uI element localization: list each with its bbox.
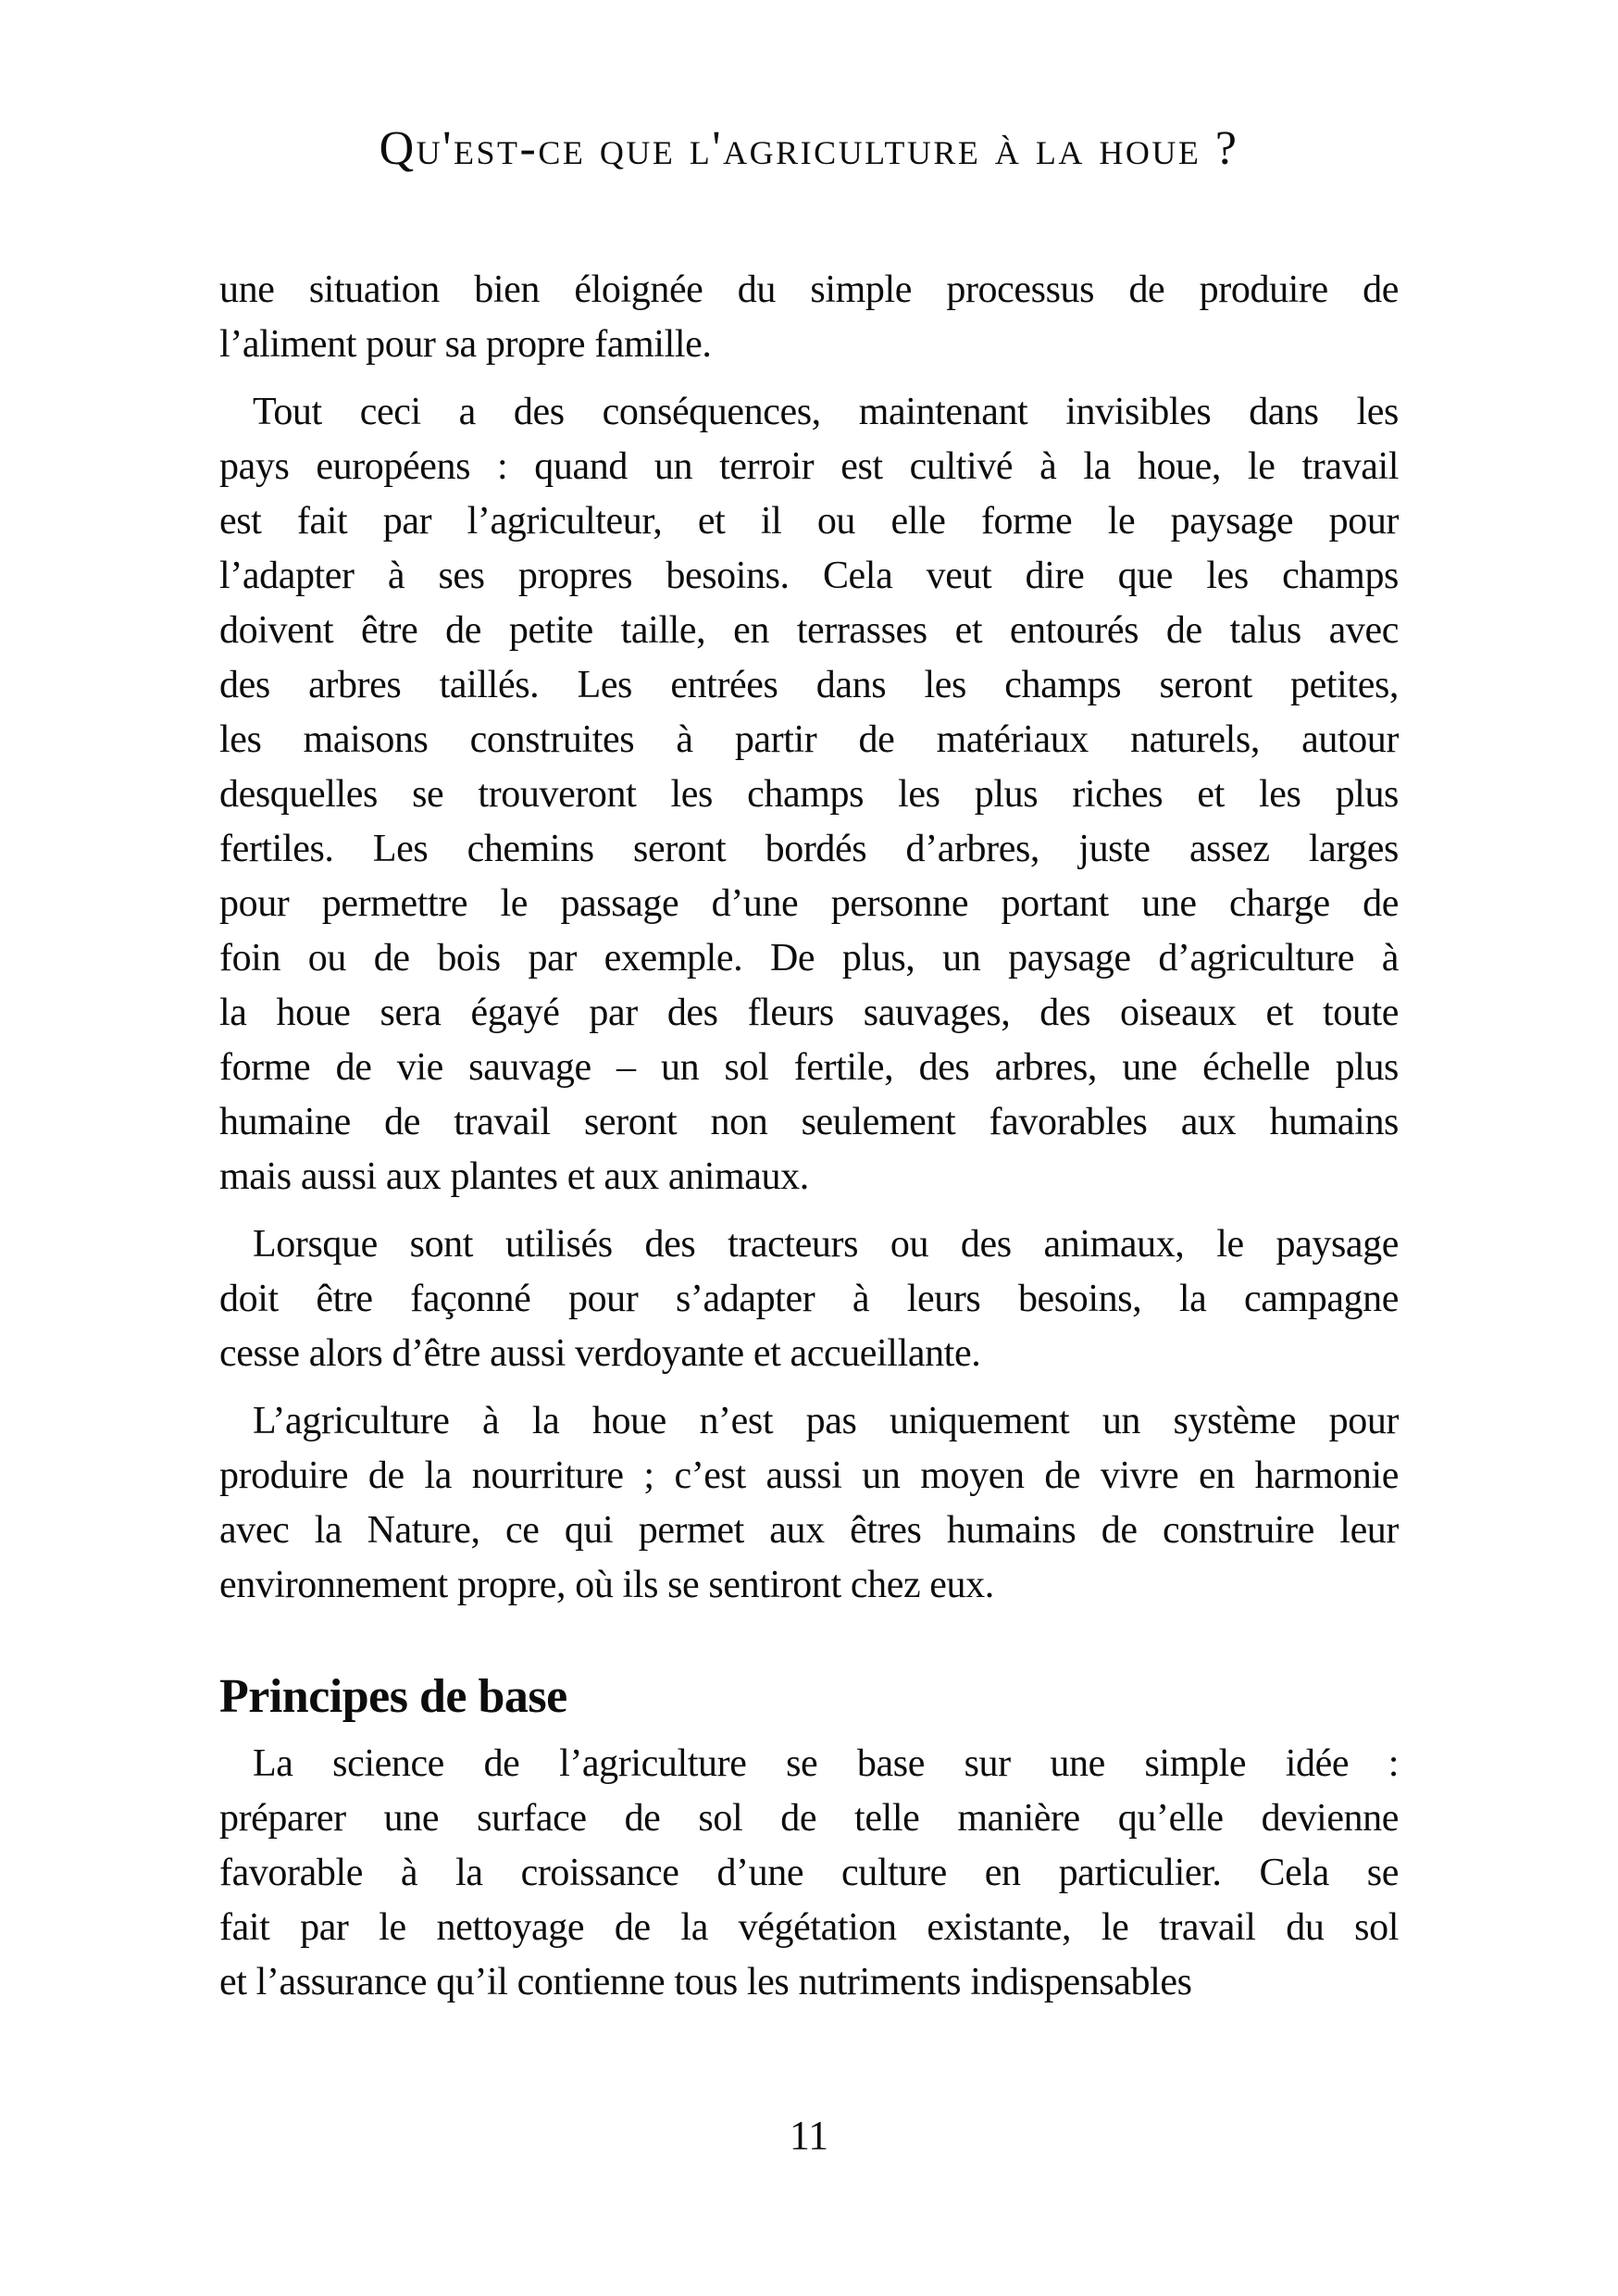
text-line: forme de vie sauvage – un sol fertile, des arbres, une échelle plus [219, 1046, 1399, 1089]
text-line: Tout ceci a des conséquences, maintenant invisibles dans les [253, 391, 1399, 433]
text-line: pays européens : quand un terroir est cultivé à la houe, le travail [219, 445, 1399, 488]
body-text [219, 263, 1399, 2023]
text-line: favorable à la croissance d’une culture en particulier. Cela se [219, 1852, 1399, 1894]
paragraph [219, 263, 1399, 372]
running-header: Qu'est-ce que l'agriculture à la houe ? [379, 122, 1239, 175]
section-heading: Principes de base [219, 1670, 567, 1723]
text-line: et l’assurance qu’il contienne tous les nutriments indispensables [219, 1961, 1192, 2003]
text-line: foin ou de bois par exemple. De plus, un paysage d’agriculture à [219, 937, 1399, 980]
text-line: Lorsque sont utilisés des tracteurs ou des animaux, le paysage [253, 1223, 1399, 1266]
text-line: La science de l’agriculture se base sur une simple idée : [253, 1742, 1399, 1785]
text-line: humaine de travail seront non seulement favorables aux humains [219, 1101, 1399, 1143]
paragraph [219, 1737, 1399, 2010]
text-line: L’agriculture à la houe n’est pas uniquement un système pour [253, 1400, 1399, 1442]
text-line: fait par le nettoyage de la végétation existante, le travail du sol [219, 1906, 1399, 1949]
text-line: doivent être de petite taille, en terrasses et entourés de talus avec [219, 609, 1399, 652]
text-line: avec la Nature, ce qui permet aux êtres humains de construire leur [219, 1509, 1399, 1552]
text-line: est fait par l’agriculteur, et il ou elle forme le paysage pour [219, 500, 1399, 543]
page-number: 11 [789, 2113, 829, 2158]
text-line: l’aliment pour sa propre famille. [219, 323, 712, 366]
text-line: desquelles se trouveront les champs les plus riches et les plus [219, 773, 1399, 816]
text-line: la houe sera égayé par des fleurs sauvages, des oiseaux et toute [219, 992, 1399, 1034]
text-line: fertiles. Les chemins seront bordés d’arbres, juste assez larges [219, 828, 1399, 870]
paragraph [219, 385, 1399, 1204]
text-line: l’adapter à ses propres besoins. Cela veut dire que les champs [219, 555, 1399, 597]
text-line: des arbres taillés. Les entrées dans les champs seront petites, [219, 664, 1399, 706]
text-line: une situation bien éloignée du simple processus de produire de [219, 268, 1399, 311]
text-line: doit être façonné pour s’adapter à leurs besoins, la campagne [219, 1278, 1399, 1320]
text-line: cesse alors d’être aussi verdoyante et accueillante. [219, 1332, 981, 1375]
paragraph [219, 1394, 1399, 1613]
text-line: environnement propre, où ils se sentiront chez eux. [219, 1564, 994, 1606]
text-line: produire de la nourriture ; c’est aussi un moyen de vivre en harmonie [219, 1454, 1399, 1497]
paragraph [219, 1217, 1399, 1381]
text-line: mais aussi aux plantes et aux animaux. [219, 1155, 809, 1198]
text-line: préparer une surface de sol de telle manière qu’elle devienne [219, 1797, 1399, 1840]
text-line: les maisons construites à partir de matériaux naturels, autour [219, 718, 1399, 761]
text-line: pour permettre le passage d’une personne portant une charge de [219, 882, 1399, 925]
